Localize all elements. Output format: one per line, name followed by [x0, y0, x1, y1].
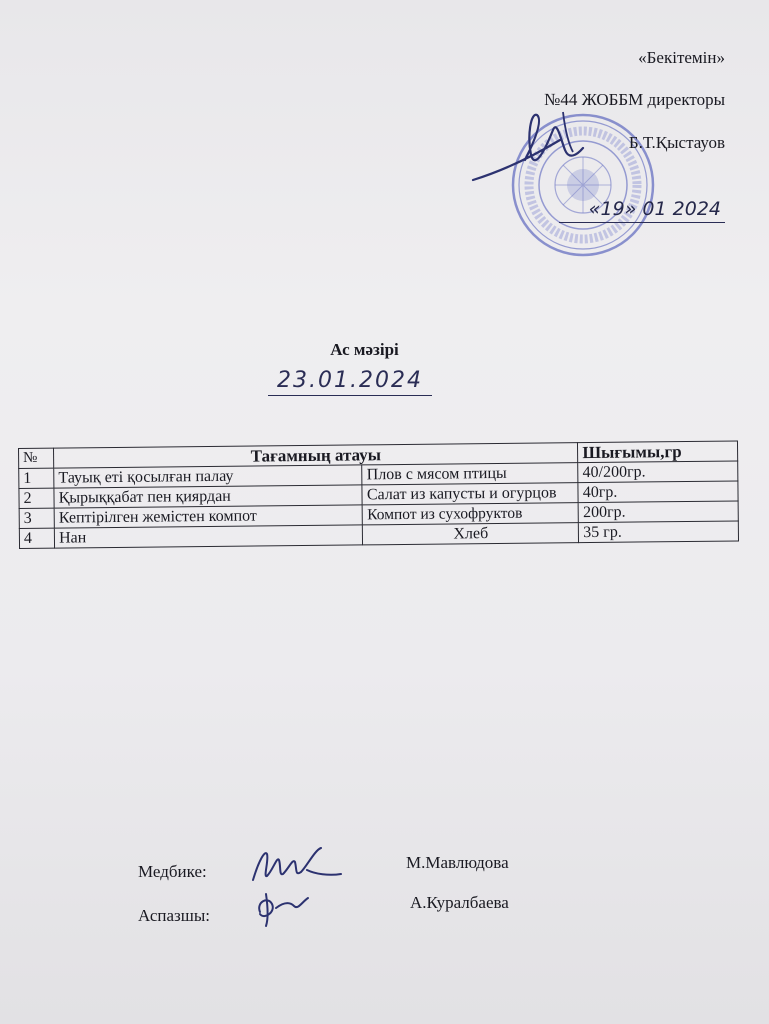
approval-date: «19» 01 2024 — [559, 198, 725, 223]
header-dish-name: Тағамның атауы — [54, 443, 578, 468]
menu-table — [18, 440, 739, 549]
menu-title: Ас мәзірі — [330, 340, 399, 359]
row-output: 40гр. — [578, 481, 738, 503]
row-num: 3 — [19, 508, 54, 528]
director-position: №44 ЖОББМ директоры — [544, 90, 725, 109]
header-output: Шығымы,гр — [578, 441, 738, 463]
nurse-signature — [245, 840, 345, 890]
row-dish-kz: Нан — [54, 525, 362, 548]
row-output: 200гр. — [578, 501, 738, 523]
row-dish-kz: Кептірілген жемістен компот — [54, 505, 362, 528]
nurse-label: Медбике: — [138, 862, 207, 881]
cook-label: Аспазшы: — [138, 906, 210, 925]
row-dish-kz: Қырыққабат пен қиярдан — [54, 485, 362, 508]
cook-name: А.Куралбаева — [410, 893, 509, 912]
approve-word: «Бекітемін» — [638, 48, 725, 67]
row-num: 4 — [19, 528, 54, 548]
row-dish-ru: Салат из капусты и огурцов — [362, 483, 578, 505]
menu-date: 23.01.2024 — [268, 368, 432, 396]
row-dish-ru: Хлеб — [363, 523, 579, 545]
row-num: 2 — [19, 488, 54, 508]
row-output: 35 гр. — [579, 521, 739, 543]
cook-signature — [250, 888, 320, 928]
header-num: № — [19, 448, 54, 468]
director-signature — [465, 100, 605, 195]
row-output: 40/200гр. — [578, 461, 738, 483]
row-num: 1 — [19, 468, 54, 488]
nurse-name: М.Мавлюдова — [406, 853, 509, 872]
row-dish-ru: Компот из сухофруктов — [363, 503, 579, 525]
row-dish-kz: Тауық еті қосылған палау — [54, 465, 362, 488]
director-name: Б.Т.Қыстауов — [628, 133, 725, 152]
row-dish-ru: Плов с мясом птицы — [362, 463, 578, 485]
